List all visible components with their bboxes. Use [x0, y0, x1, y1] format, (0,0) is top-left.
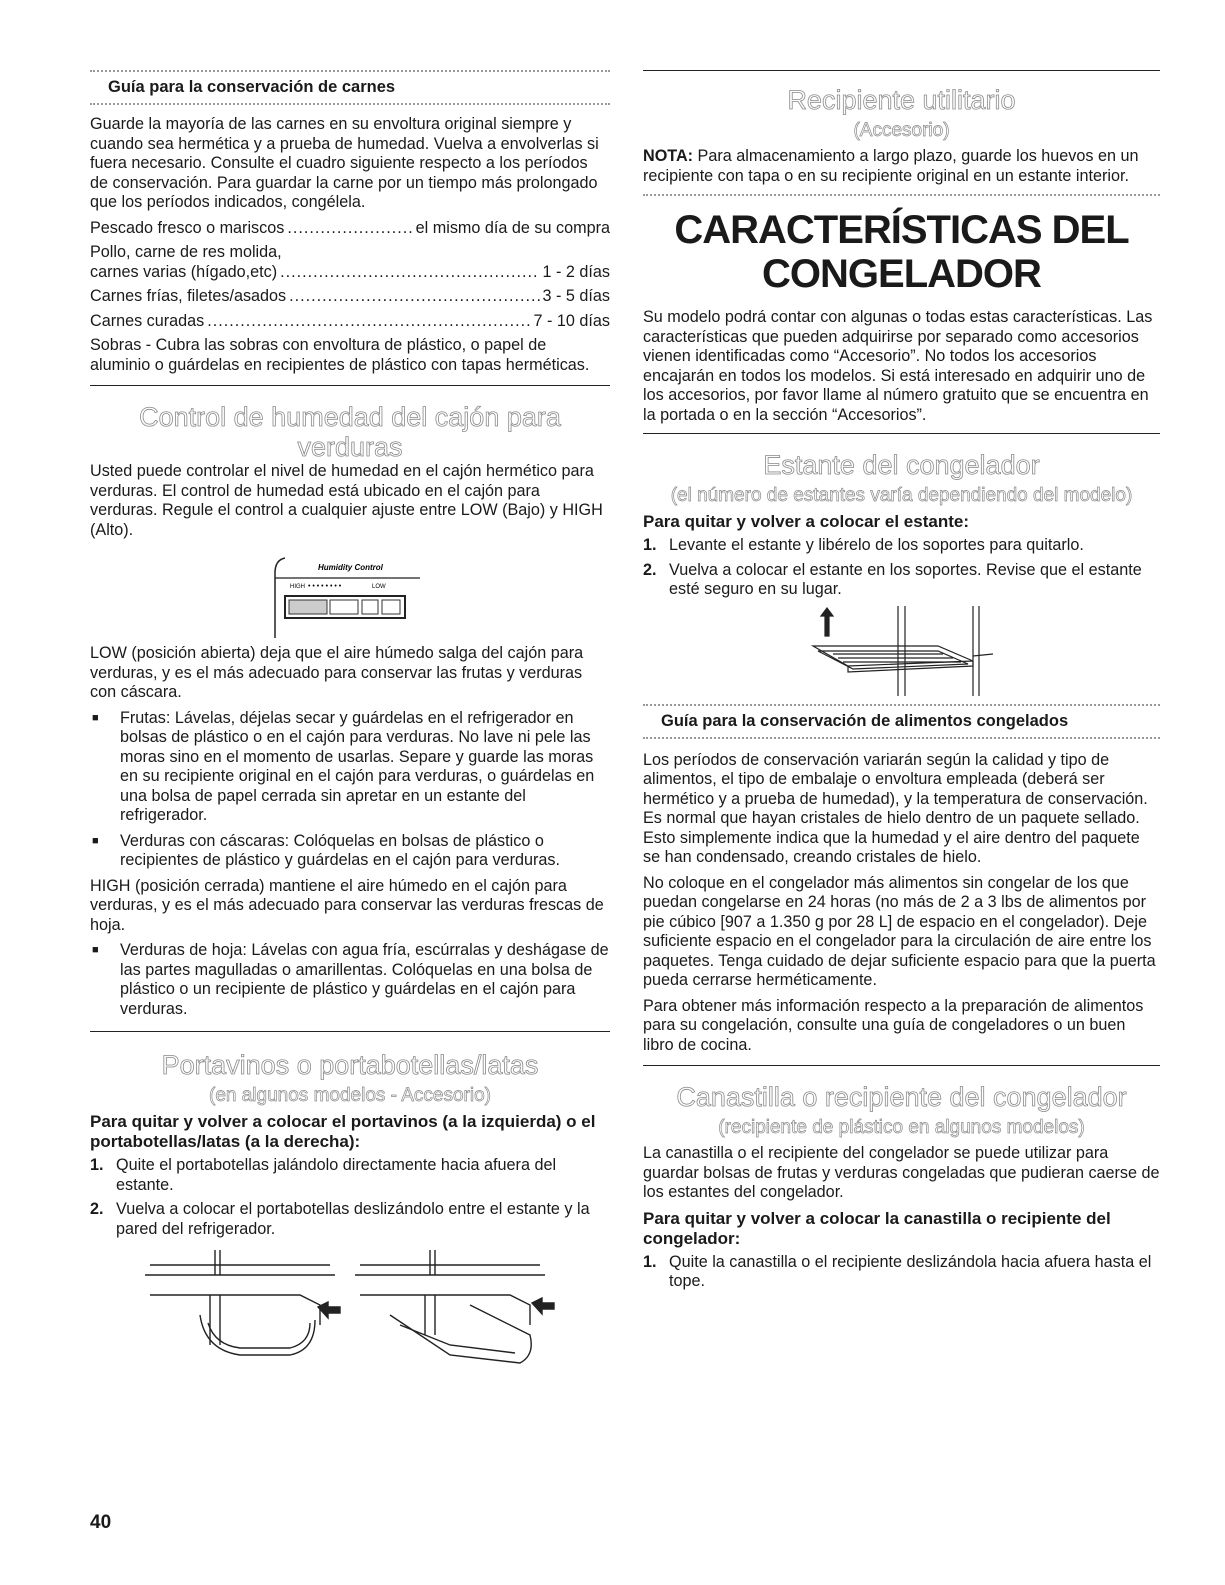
list-item: ■ Verduras de hoja: Lávelas con agua fría, escúrralas y deshágase de las partes magulladas o amarillentas. Colóquelas en una bolsa de plástico o un recipiente de plástico y guárdelas en el cajón para verduras. [90, 941, 610, 1019]
list-item: 2. Vuelva a colocar el portabotellas deslizándolo entre el estante y la pared del refrigerador. [90, 1200, 590, 1238]
section-divider [643, 1065, 1160, 1066]
storage-row-label: Pescado fresco o mariscos [90, 218, 285, 237]
storage-row-label: carnes varias (hígado,etc) [90, 262, 278, 281]
note-text: Para almacenamiento a largo plazo, guarde los huevos en un recipiente con tapa o en su recipiente original en un estante interior. [643, 147, 1139, 185]
figure-low-label: LOW [372, 584, 386, 590]
list-item: 1. Quite la canastilla o el recipiente deslizándola hacia afuera hasta el tope. [643, 1252, 1152, 1290]
title-line2: CONGELADOR [762, 252, 1041, 296]
basket-subheading: (recipiente de plástico en algunos modelos) [718, 1117, 1085, 1138]
list-item: 2. Vuelva a colocar el estante en los soportes. Revise que el estante esté seguro en su lugar. [643, 560, 1142, 598]
meat-guide-heading: Guía para la conservación de carnes [108, 78, 396, 96]
storage-row [90, 219, 610, 239]
bullet-list [90, 709, 610, 871]
utility-subheading: (Accesorio) [853, 120, 950, 141]
humidity-heading-line2: verduras [297, 432, 403, 462]
high-setting-text: HIGH (posición cerrada) mantiene el aire húmedo en el cajón para verduras, y es el más adecuado para conservar las verduras frescas de hoja. [90, 876, 604, 934]
humidity-control-figure [90, 548, 610, 638]
steps-list [643, 536, 1160, 600]
storage-row-label: Carnes frías, filetes/asados [90, 287, 287, 305]
section-divider [643, 433, 1160, 434]
shelf-instructions-heading: Para quitar y volver a colocar el estante: [643, 512, 969, 531]
title-line1: CARACTERÍSTICAS DEL [674, 208, 1129, 252]
wine-heading: Portavinos o portabotellas/latas [161, 1050, 539, 1080]
storage-row [90, 263, 610, 283]
humidity-intro: Usted puede controlar el nivel de humedad en el cajón hermético para verduras. El control de humedad está ubicado en el cajón para verduras. Regule el control a cualquier ajuste entre LOW (Bajo) y HIGH (Alto). [90, 462, 603, 539]
list-item: ■ Verduras con cáscaras: Colóquelas en bolsas de plástico o recipientes de plástico y guárdelas en el cajón para verduras. [90, 832, 610, 871]
steps-list [90, 1156, 610, 1239]
utility-note [643, 147, 1160, 186]
section-divider [643, 70, 1160, 71]
bullet-list [90, 941, 610, 1019]
divider [90, 103, 610, 105]
frozen-guide-paragraph: Los períodos de conservación variarán según la calidad y tipo de alimentos, el tipo de embalaje o envoltura empleada (deberá ser hermético y a prueba de humedad), y la temperatura de conservación. Es normal que hayan cristales de hielo dentro de un paquete sellado. Esto simplemente indica que la humedad y el aire dentro del paquete se han condensado, creando cristales de hielo. [643, 750, 1148, 866]
page-title [643, 208, 1160, 296]
utility-heading: Recipiente utilitario [787, 85, 1016, 115]
wine-rack-figure [90, 1245, 610, 1365]
storage-row-label: Pollo, carne de res molida, [90, 243, 282, 261]
svg-text:• • • • • • • •: • • • • • • • • [308, 583, 342, 590]
wine-subheading: (en algunos modelos - Accesorio) [209, 1085, 491, 1106]
steps-list [643, 1253, 1160, 1292]
frozen-guide-paragraph: Para obtener más información respecto a la preparación de alimentos para su congelación, consulte una guía de congeladores o un buen libro de cocina. [643, 996, 1144, 1054]
humidity-control-illustration [90, 548, 610, 638]
freezer-intro: Su modelo podrá contar con algunas o todas estas características. Las características que pueden adquirirse por separado como accesorios vienen identificadas como “Accesorio”. No todos los accesorios encajarán en todos los modelos. Si está interesado en adquirir uno de los accesorios, por favor llame al número gratuito que se encuentra en la portada o en la sección “Accesorios”. [643, 308, 1153, 424]
shelf-figure [643, 606, 1160, 698]
page-number: 40 [90, 1512, 112, 1533]
frozen-guide-heading: Guía para la conservación de alimentos congelados [661, 711, 1069, 730]
list-item: ■ Frutas: Lávelas, déjelas secar y guárdelas en el refrigerador en bolsas de plástico o en el cajón para verduras. No lave ni pele las moras sino en el momento de usarlas. Separe y guarde las moras en su recipiente original en el cajón para verduras, o guárdelas en una bolsa de papel cerrada sin apretar en un estante del refrigerador. [90, 709, 610, 826]
storage-row-value: 1 - 2 días [542, 262, 610, 281]
wine-rack-illustration [90, 1245, 610, 1365]
left-column [90, 70, 610, 1365]
shelf-subheading: (el número de estantes varía dependiendo del modelo) [670, 485, 1133, 506]
divider [643, 194, 1160, 196]
storage-row-label: Carnes curadas [90, 311, 205, 330]
divider [643, 737, 1160, 739]
storage-row [90, 287, 610, 307]
figure-label: Humidity Control [318, 563, 383, 572]
shelf-heading: Estante del congelador [763, 450, 1040, 480]
basket-intro: La canastilla o el recipiente del congelador se puede utilizar para guardar bolsas de frutas y verduras congeladas que pudieran caerse de los estantes del congelador. [643, 1144, 1160, 1201]
figure-high-label: HIGH [290, 584, 305, 590]
low-setting-text: LOW (posición abierta) deja que el aire húmedo salga del cajón para verduras, y es el más adecuado para conservar las frutas y verduras con cáscara. [90, 644, 584, 701]
section-divider [90, 1031, 610, 1032]
meat-guide-intro: Guarde la mayoría de las carnes en su envoltura original siempre y cuando sea hermética y a prueba de humedad. Vuelva a envolverlas si fuera necesario. Consulte el cuadro siguiente respecto a los períodos de conservación. Para guardar la carne por un tiempo más prolongado que los períodos indicados, congélela. [90, 115, 599, 211]
leftovers-text: Sobras - Cubra las sobras con envoltura de plástico, o papel de aluminio o guárdelas en recipientes de plástico con tapas herméticas. [90, 336, 590, 374]
section-divider [90, 385, 610, 386]
basket-heading: Canastilla o recipiente del congelador [676, 1082, 1127, 1112]
list-item: 1. Quite el portabotellas jalándolo directamente hacia afuera del estante. [90, 1156, 557, 1194]
storage-row-value: 3 - 5 días [542, 287, 610, 305]
storage-row-value: el mismo día de su compra [415, 218, 610, 237]
storage-row [90, 312, 610, 332]
frozen-guide-paragraph: No coloque en el congelador más alimentos sin congelar de los que puedan congelarse en 24 horas (no más de 2 a 3 lbs de alimentos por pie cúbico [907 a 1.350 g por 28 L] de espacio en el congelador). Deje suficiente espacio en el congelador para la circulación de aire entre los paquetes. Tenga cuidado de dejar suficiente espacio para que la puerta pueda cerrarse herméticamente. [643, 873, 1156, 989]
wine-instructions-heading: Para quitar y volver a colocar el portavinos (a la izquierda) o el portabotellas/latas (a la derecha): [90, 1112, 596, 1151]
list-item: 1. Levante el estante y libérelo de los soportes para quitarlo. [643, 536, 1084, 554]
humidity-heading-line1: Control de humedad del cajón para [139, 402, 561, 432]
basket-instructions-heading: Para quitar y volver a colocar la canastilla o recipiente del congelador: [643, 1208, 1111, 1248]
shelf-illustration [643, 606, 1160, 698]
right-column [643, 70, 1160, 1298]
storage-row-value: 7 - 10 días [533, 311, 610, 330]
storage-row-line [90, 243, 610, 263]
humidity-heading [90, 402, 610, 462]
note-label: NOTA: [643, 147, 694, 165]
